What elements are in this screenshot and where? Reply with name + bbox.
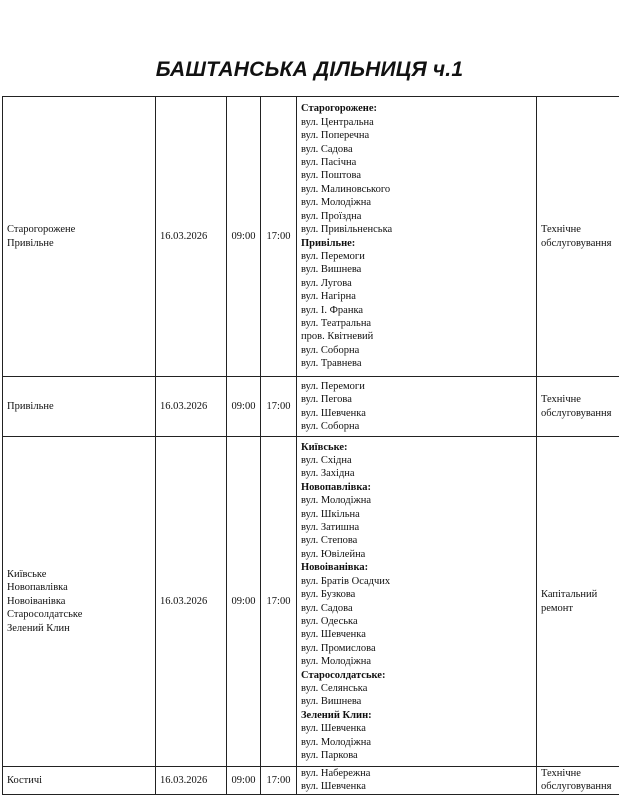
street-item: вул. Садова xyxy=(301,602,353,614)
street-item: вул. Затишна xyxy=(301,522,360,534)
date-cell: 16.03.2026 xyxy=(156,377,227,437)
street-item: вул. Ювілейна xyxy=(301,548,366,560)
page-title: БАШТАНСЬКА ДІЛЬНИЦЯ ч.1 xyxy=(155,58,464,81)
street-item: вул. Нагірна xyxy=(301,291,356,303)
settlement-name: Привільне xyxy=(7,237,54,249)
street-item: вул. Степова xyxy=(301,535,358,547)
work-type-text: обслуговування xyxy=(541,407,612,419)
street-item: вул. Східна xyxy=(301,455,352,467)
streets-cell xyxy=(297,377,537,437)
street-item: Зелений Клин: xyxy=(301,709,372,721)
street-item: вул. Пасічна xyxy=(301,157,357,169)
end-time-cell: 17:00 xyxy=(261,767,297,795)
street-item: вул. Поштова xyxy=(301,170,361,182)
start-time-cell: 09:00 xyxy=(227,437,261,767)
street-item: вул. Лугова xyxy=(301,277,352,289)
streets-cell xyxy=(297,767,537,795)
work-type-text: обслуговування xyxy=(541,237,612,249)
street-item: Новопавлівка: xyxy=(301,481,371,493)
street-item: вул. Шевченка xyxy=(301,629,366,641)
street-item: вул. Шевченка xyxy=(301,723,366,735)
date-cell: 16.03.2026 xyxy=(156,767,227,795)
table-row xyxy=(3,767,619,795)
settlements-cell xyxy=(3,97,156,377)
street-item: вул. Пегова xyxy=(301,394,352,406)
settlement-name: Привільне xyxy=(7,400,54,412)
street-item: вул. Садова xyxy=(301,143,353,155)
street-item: вул. Паркова xyxy=(301,749,358,761)
work-type-text: Технічне xyxy=(541,394,581,406)
street-item: вул. Одеська xyxy=(301,615,358,627)
work-type-text: ремонт xyxy=(541,602,574,614)
street-item: вул. Братів Осадчих xyxy=(301,575,391,587)
settlement-name: Зелений Клин xyxy=(7,622,70,634)
end-time-cell: 17:00 xyxy=(261,377,297,437)
street-item: Старогорожене: xyxy=(301,103,377,115)
date-cell: 16.03.2026 xyxy=(156,437,227,767)
start-time-cell: 09:00 xyxy=(227,377,261,437)
work-type-text: Капітальний xyxy=(541,589,598,601)
street-item: вул. Промислова xyxy=(301,642,376,654)
work-type-text: Технічне xyxy=(541,768,581,779)
street-item: вул. Перемоги xyxy=(301,380,365,392)
start-time-cell: 09:00 xyxy=(227,97,261,377)
settlements-cell xyxy=(3,437,156,767)
street-item: вул. Соборна xyxy=(301,344,360,356)
street-item: вул. Молодіжна xyxy=(301,197,372,209)
settlement-name: Новоіванівка xyxy=(7,595,66,607)
settlement-name: Старосолдатське xyxy=(7,609,83,621)
street-item: вул. Вишнева xyxy=(301,696,362,708)
street-item: вул. Молодіжна xyxy=(301,736,372,748)
street-item: Привільне: xyxy=(301,237,356,249)
work-type-text: Технічне xyxy=(541,224,581,236)
street-item: вул. Центральна xyxy=(301,116,374,128)
street-item: вул. Шевченка xyxy=(301,781,366,793)
street-item: вул. Бузкова xyxy=(301,589,356,601)
street-item: Старосолдатське: xyxy=(301,669,386,681)
settlements-cell xyxy=(3,377,156,437)
settlement-name: Київське xyxy=(7,568,47,580)
end-time-cell: 17:00 xyxy=(261,437,297,767)
settlement-name: Старогорожене xyxy=(7,224,76,236)
street-item: вул. Молодіжна xyxy=(301,656,372,668)
street-item: вул. Привільненська xyxy=(301,224,393,236)
street-item: вул. Вишнева xyxy=(301,264,362,276)
settlement-name: Костичі xyxy=(7,774,43,786)
date-cell: 16.03.2026 xyxy=(156,97,227,377)
street-item: вул. Травнева xyxy=(301,358,362,370)
street-item: вул. Поперечна xyxy=(301,130,370,142)
work-type-text: обслуговування xyxy=(541,781,612,793)
streets-cell xyxy=(297,437,537,767)
street-item: Київське: xyxy=(301,441,348,453)
settlements-cell xyxy=(3,767,156,795)
table-row xyxy=(3,97,619,377)
street-item: вул. Молодіжна xyxy=(301,495,372,507)
street-item: вул. Західна xyxy=(301,468,355,480)
street-item: вул. Шевченка xyxy=(301,407,366,419)
table-row xyxy=(3,437,619,767)
work-type-cell xyxy=(537,97,619,377)
street-item: Новоіванівка: xyxy=(301,562,369,574)
end-time-cell: 17:00 xyxy=(261,97,297,377)
start-time-cell: 09:00 xyxy=(227,767,261,795)
street-item: вул. Малиновського xyxy=(301,183,391,195)
street-item: вул. Соборна xyxy=(301,420,360,432)
table-row xyxy=(3,377,619,437)
street-item: пров. Квітневий xyxy=(301,331,374,343)
street-item: вул. Шкільна xyxy=(301,508,360,520)
settlement-name: Новопавлівка xyxy=(7,582,68,594)
work-type-cell xyxy=(537,377,619,437)
work-type-cell xyxy=(537,767,619,795)
work-type-cell xyxy=(537,437,619,767)
street-item: вул. І. Франка xyxy=(301,304,364,316)
street-item: вул. Театральна xyxy=(301,317,372,329)
streets-cell xyxy=(297,97,537,377)
street-item: вул. Набережна xyxy=(301,768,371,779)
street-item: вул. Проїздна xyxy=(301,210,362,222)
street-item: вул. Перемоги xyxy=(301,250,365,262)
street-item: вул. Селянська xyxy=(301,682,368,694)
outage-schedule-table xyxy=(2,96,619,795)
